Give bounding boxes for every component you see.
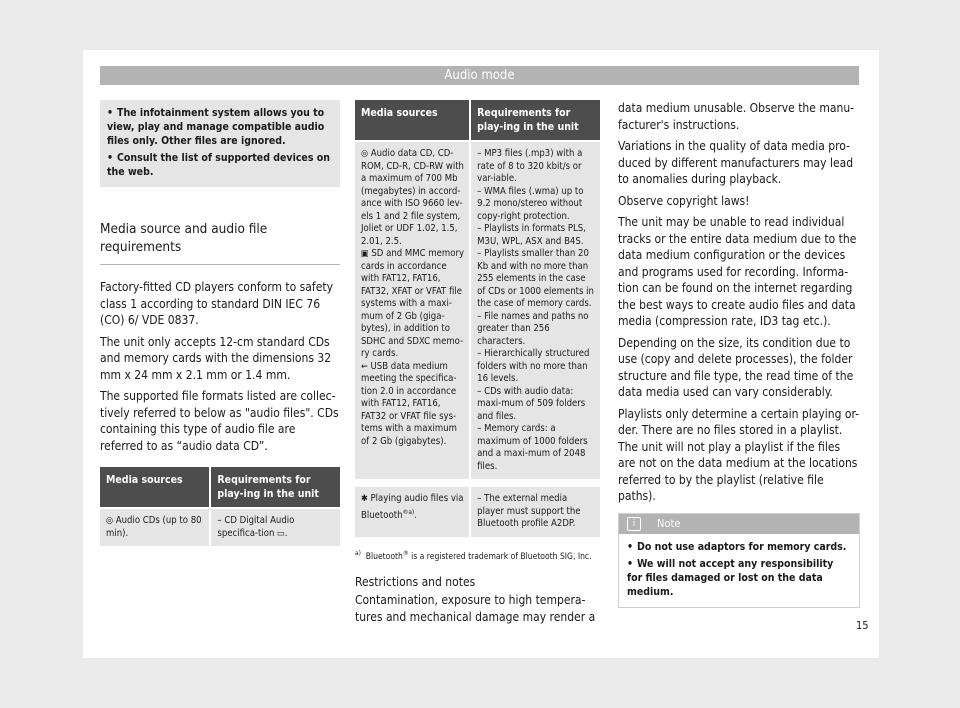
bullet-icon: • xyxy=(627,557,634,570)
column-1 xyxy=(100,100,340,546)
page-number: 15 xyxy=(856,619,869,632)
paragraph: Factory-fitted CD players conform to safety class 1 according to standard DIN IEC 76 (CO) 6/ VDE 0837. xyxy=(100,280,333,327)
paragraph: Depending on the size, its condition due to use (copy and delete processes), the folder structure and file type, the read time of the data media used can vary considerably. xyxy=(618,335,854,399)
table-header: Requirements for play-ing in the unit xyxy=(210,467,340,508)
info-icon: i xyxy=(627,517,641,531)
footnote: $^{a)}$ Bluetooth® is a registered trademark of Bluetooth SIG, Inc. xyxy=(355,548,592,562)
note-header: i Note xyxy=(619,514,859,534)
disc-icon: ◎ xyxy=(106,516,114,526)
sd-card-icon: ▣ xyxy=(361,249,369,259)
usb-icon: ⇜ xyxy=(361,361,368,372)
info-box xyxy=(100,100,340,187)
paragraph: Variations in the quality of data media pro-duced by different manufacturers may lead to anomalies during playback. xyxy=(618,139,854,186)
column-3 xyxy=(618,100,860,608)
paragraph: The supported file formats listed are collec-tively referred to below as "audio files". CDs containing this type of audio file are referred to as “audio data CD”. xyxy=(100,389,339,453)
paragraph: data medium unusable. Observe the manu-facturer's instructions. xyxy=(618,101,855,132)
table-cell: ◎ Audio data CD, CD-ROM, CD-R, CD-RW with a maximum of 700 Mb (megabytes) in accord-ance with ISO 9660 lev-els 1 and 2 file system, Joliet or UDF 1.02, 1.5, 2.01, 2.5. ▣ SD and MMC memory cards in accordance with FAT12, FAT16, FAT32, XFAT or VFAT file systems with a maxi-mum of 2 Gb (giga-bytes), in addition to SDHC and SDXC memo-ry cards. ⇜ USB data medium meeting the specifica-tion 2.0 in accordance with FAT12, FAT16, FAT32 or VFAT file sys-tems with a maximum of 2 Gb (gigabytes). xyxy=(355,141,470,483)
table-row xyxy=(100,508,340,546)
cd-logo-icon: ▭ xyxy=(277,528,285,539)
paragraph: Contamination, exposure to high tempera-tures and mechanical damage may render a xyxy=(355,593,596,624)
note-bullet: • We will not accept any responsibility for files damaged or lost on the data medium. xyxy=(627,557,834,598)
bullet-icon: • xyxy=(107,107,114,119)
bluetooth-icon: ✱ xyxy=(361,494,368,504)
column-2 xyxy=(355,100,600,630)
section-header: Audio mode xyxy=(100,66,859,85)
media-table xyxy=(355,100,600,537)
table-cell: – MP3 files (.mp3) with a rate of 8 to 320 kbit/s or var-iable. – WMA files (.wma) up to 9.2 mono/stereo without copy-right protection. – Playlists in formats PLS, M3U, WPL, ASX and B4S. – Playlists smaller than 20 Kb and with no more than 255 elements in the case of CDs or 1000 elements in the case of memory cards. – File names and paths no greater than 256 characters. – Hierarchically structured folders with no more than 16 levels. – CDs with audio data: maxi-mum of 509 folders and files. – Memory cards: a maximum of 1000 folders and a maxi-mum of 2048 files. xyxy=(470,141,600,483)
bullet-icon: • xyxy=(627,540,634,553)
table-row xyxy=(355,141,600,483)
note-body xyxy=(619,534,859,607)
table-header: Media sources xyxy=(355,100,470,141)
note-box xyxy=(618,513,860,608)
paragraph: Observe copyright laws! xyxy=(618,193,750,208)
disc-icon: ◎ xyxy=(361,149,369,159)
table-cell: ◎ Audio CDs (up to 80 min). xyxy=(100,508,210,546)
info-bullet: • Consult the list of supported devices on the web. xyxy=(107,152,330,178)
table-header: Requirements for play-ing in the unit xyxy=(470,100,600,141)
info-bullet: • The infotainment system allows you to view, play and manage compatible audio files only. Other files are ignored. xyxy=(107,107,325,147)
bullet-icon: • xyxy=(107,152,114,164)
table-header: Media sources xyxy=(100,467,210,508)
table-cell: ✱ Playing audio files via Bluetooth$^{®a)}$. xyxy=(355,483,470,537)
subheading: Restrictions and notes xyxy=(355,575,476,590)
section-heading: Media source and audio file requirements xyxy=(100,220,340,265)
media-table xyxy=(100,467,340,546)
table-cell: – CD Digital Audio specifica-tion ▭. xyxy=(210,508,340,546)
table-row xyxy=(355,483,600,537)
paragraph: The unit may be unable to read individual tracks or the entire data medium due to the data medium configuration or the devices and programs used for recording. Informa-tion can be found on the internet regarding the best ways to create audio files and data media (compression rate, ID3 tag etc.). xyxy=(618,215,857,328)
table-cell: – The external media player must support the Bluetooth profile A2DP. xyxy=(470,483,600,537)
note-bullet: • Do not use adaptors for memory cards. xyxy=(627,540,847,553)
paragraph: The unit only accepts 12-cm standard CDs and memory cards with the dimensions 32 mm x 24 mm x 2.1 mm or 1.4 mm. xyxy=(100,334,332,382)
paragraph: Playlists only determine a certain playing or-der. There are no files stored in a playlist. The unit will not play a playlist if the files are not on the data medium at the locations referred to by the playlist (relative file paths). xyxy=(618,406,860,503)
